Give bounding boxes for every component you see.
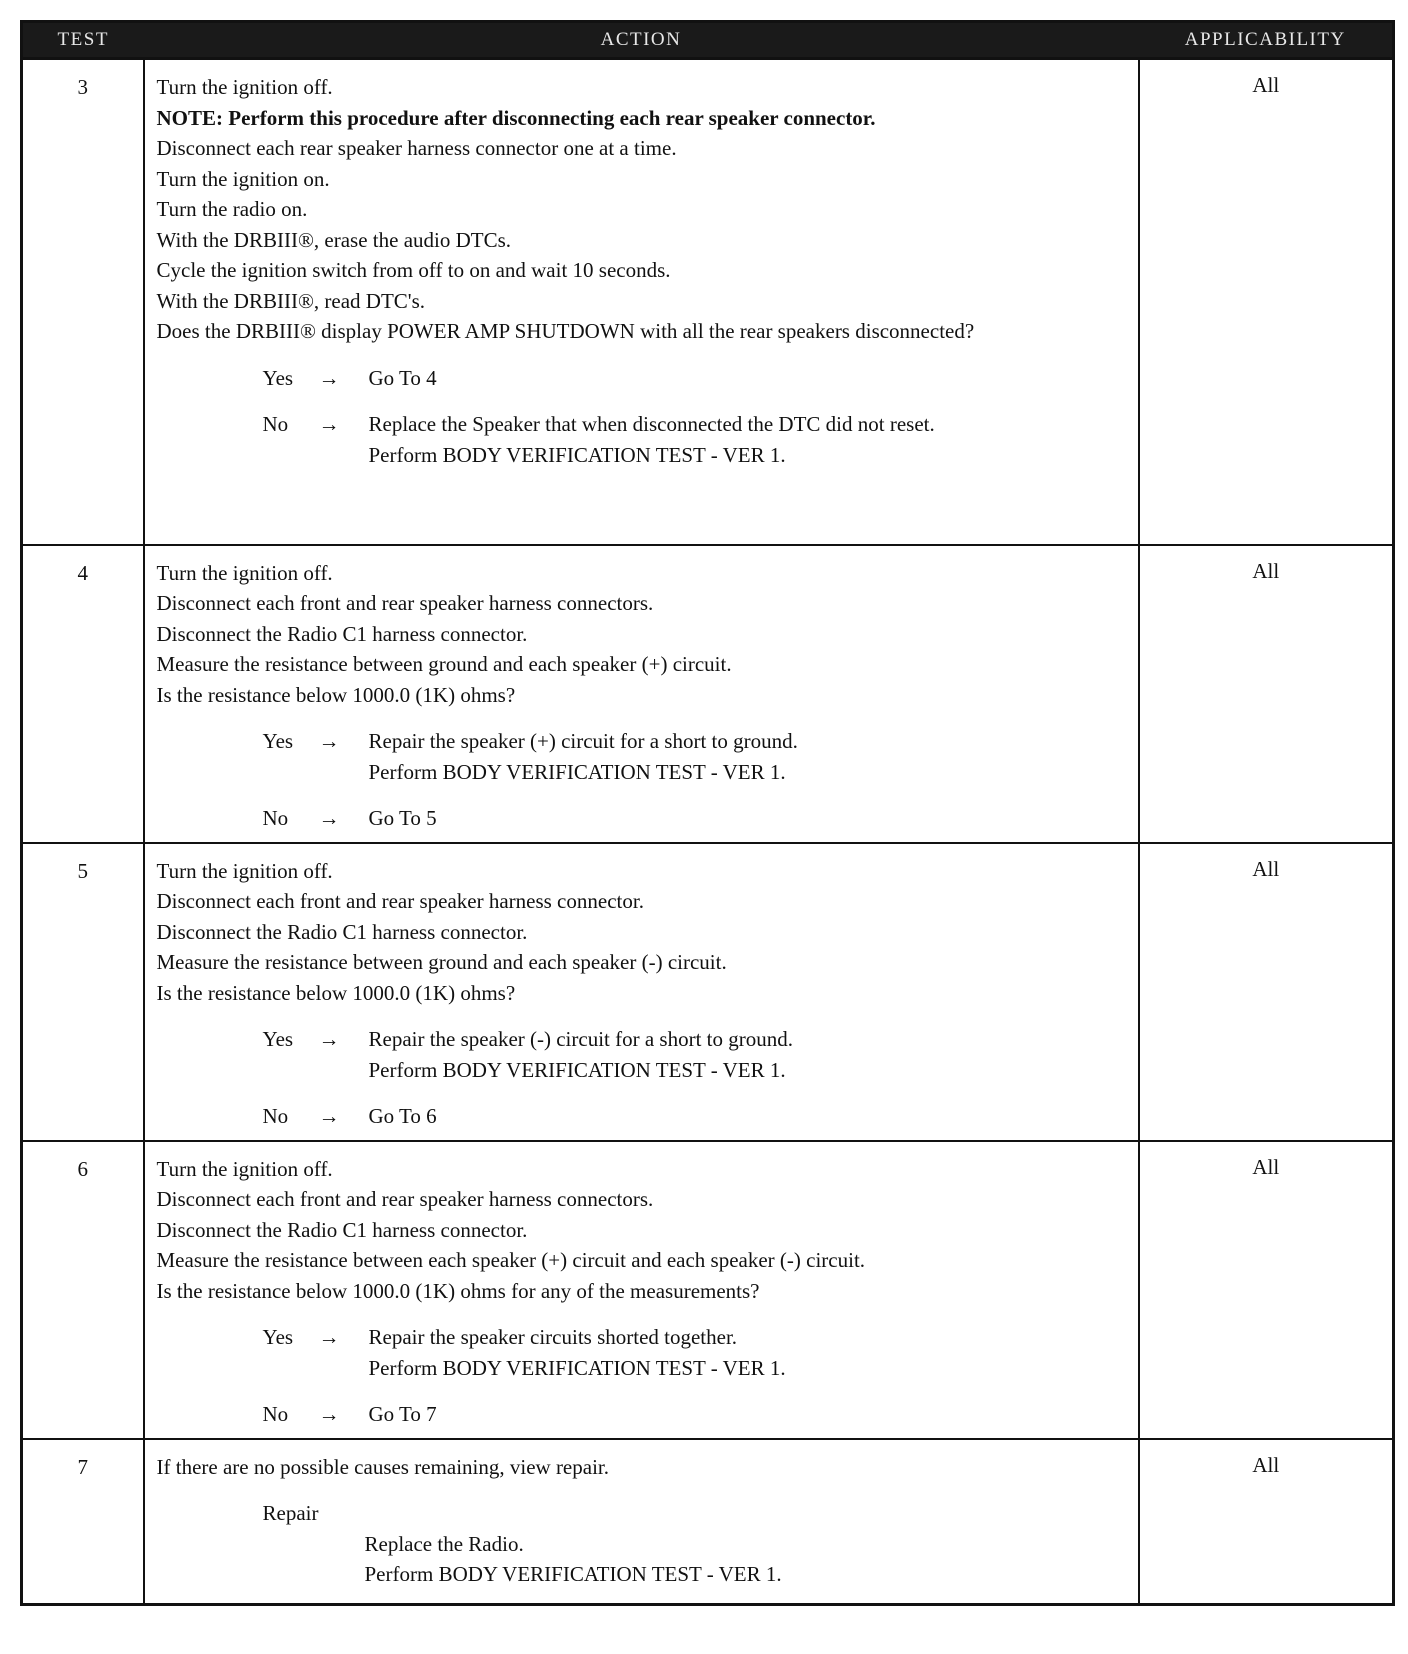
table-row-test-5 (22, 843, 1394, 1141)
branch-yes (157, 1322, 1128, 1383)
branch-no (157, 803, 1128, 834)
right-arrow-icon: → (318, 365, 340, 390)
repair-step: Perform BODY VERIFICATION TEST - VER 1. (364, 1562, 782, 1586)
action-note: NOTE: Perform this procedure after disconnecting each rear speaker connector. (156, 105, 876, 130)
action-line: Disconnect the Radio C1 harness connector. (156, 621, 528, 646)
table-row-test-3 (22, 59, 1394, 545)
action-line: Measure the resistance between each speaker (+) circuit and each speaker (-) circuit. (156, 1248, 866, 1272)
branch-yes (157, 363, 1128, 394)
test-number: 7 (22, 1439, 144, 1605)
action-line: Disconnect each front and rear speaker harness connector. (156, 889, 644, 913)
action-line: Cycle the ignition switch from off to on and wait 10 seconds. (156, 258, 671, 282)
test-number: 3 (22, 59, 144, 545)
action-line: Turn the ignition off. (156, 560, 333, 585)
yes-label: Yes (262, 1027, 294, 1051)
branch-yes (157, 726, 1128, 787)
action-cell (144, 843, 1139, 1141)
applicability-cell: All (1139, 1141, 1394, 1439)
right-arrow-icon: → (318, 729, 340, 753)
table-row-test-6 (22, 1141, 1394, 1439)
right-arrow-icon: → (318, 1104, 340, 1128)
no-label: No (262, 1402, 289, 1426)
action-line: Turn the ignition off. (156, 75, 333, 99)
action-line: Turn the radio on. (156, 197, 308, 221)
action-cell (144, 1439, 1139, 1605)
yes-result (369, 726, 1128, 787)
right-arrow-icon: → (318, 806, 340, 830)
no-result (369, 409, 1128, 470)
action-line: Turn the ignition off. (156, 1156, 333, 1181)
action-line: Turn the ignition on. (156, 166, 330, 191)
yes-result-line: Repair the speaker (+) circuit for a short to ground. (368, 729, 798, 753)
yes-result (369, 1322, 1128, 1383)
table-row-test-7 (22, 1439, 1394, 1605)
test-number: 4 (22, 545, 144, 843)
yes-result: Go To 4 (368, 365, 437, 390)
no-label: No (262, 1104, 289, 1128)
right-arrow-icon: → (318, 1402, 340, 1426)
branch-no (157, 1399, 1128, 1430)
action-line: With the DRBIII®, erase the audio DTCs. (156, 227, 512, 252)
test-number: 5 (22, 843, 144, 1141)
no-result: Go To 6 (368, 1104, 437, 1128)
action-line: Disconnect each rear speaker harness connector one at a time. (156, 136, 677, 160)
table-header-row (22, 22, 1394, 59)
test-number: 6 (22, 1141, 144, 1439)
yes-result-line: Perform BODY VERIFICATION TEST - VER 1. (368, 759, 786, 784)
action-line: Measure the resistance between ground and each speaker (-) circuit. (156, 950, 727, 974)
action-line: Turn the ignition off. (156, 858, 333, 883)
action-question: Is the resistance below 1000.0 (1K) ohms for any of the measurements? (156, 1278, 760, 1303)
yes-label: Yes (262, 729, 294, 753)
action-cell (144, 1141, 1139, 1439)
action-question: Is the resistance below 1000.0 (1K) ohms? (156, 980, 516, 1005)
no-label: No (262, 412, 289, 436)
action-line: Measure the resistance between ground and each speaker (+) circuit. (156, 652, 732, 676)
repair-step: Replace the Radio. (364, 1531, 524, 1556)
applicability-cell: All (1139, 545, 1394, 843)
action-line: Disconnect each front and rear speaker harness connectors. (156, 1187, 654, 1211)
no-result-line: Perform BODY VERIFICATION TEST - VER 1. (368, 442, 786, 467)
action-line: With the DRBIII®, read DTC's. (156, 288, 426, 313)
table-row-test-4 (22, 545, 1394, 843)
diagnostic-table (20, 20, 1395, 1606)
header-test: TEST (22, 22, 144, 59)
right-arrow-icon: → (318, 1325, 340, 1349)
action-line: Disconnect the Radio C1 harness connector. (156, 919, 528, 944)
header-applicability: APPLICABILITY (1139, 22, 1394, 59)
right-arrow-icon: → (318, 412, 340, 436)
header-action: ACTION (144, 22, 1139, 59)
no-result: Go To 5 (368, 806, 437, 830)
action-line: If there are no possible causes remaining, view repair. (156, 1454, 609, 1479)
yes-result (369, 1024, 1128, 1085)
action-question: Does the DRBIII® display POWER AMP SHUTDOWN with all the rear speakers disconnected? (156, 319, 975, 343)
branch-no (157, 1101, 1128, 1132)
no-label: No (262, 806, 289, 830)
yes-result-line: Perform BODY VERIFICATION TEST - VER 1. (368, 1355, 786, 1380)
action-question: Is the resistance below 1000.0 (1K) ohms? (156, 682, 516, 707)
yes-result-line: Repair the speaker (-) circuit for a short to ground. (368, 1027, 794, 1051)
right-arrow-icon: → (318, 1027, 340, 1051)
applicability-cell: All (1139, 843, 1394, 1141)
branch-yes (157, 1024, 1128, 1085)
applicability-cell: All (1139, 1439, 1394, 1605)
yes-result-line: Repair the speaker circuits shorted together. (368, 1325, 738, 1349)
action-line: Disconnect the Radio C1 harness connector. (156, 1217, 528, 1242)
yes-result-line: Perform BODY VERIFICATION TEST - VER 1. (368, 1057, 786, 1082)
applicability-cell: All (1139, 59, 1394, 545)
diagnostic-test-sheet (20, 20, 1392, 1606)
action-cell (144, 545, 1139, 843)
branch-no (157, 409, 1128, 470)
yes-label: Yes (262, 365, 294, 390)
action-cell (144, 59, 1139, 545)
action-line: Disconnect each front and rear speaker harness connectors. (156, 591, 654, 615)
repair-label: Repair (262, 1501, 319, 1525)
no-result: Go To 7 (368, 1402, 437, 1426)
yes-label: Yes (262, 1325, 294, 1349)
no-result-line: Replace the Speaker that when disconnected the DTC did not reset. (368, 412, 935, 436)
